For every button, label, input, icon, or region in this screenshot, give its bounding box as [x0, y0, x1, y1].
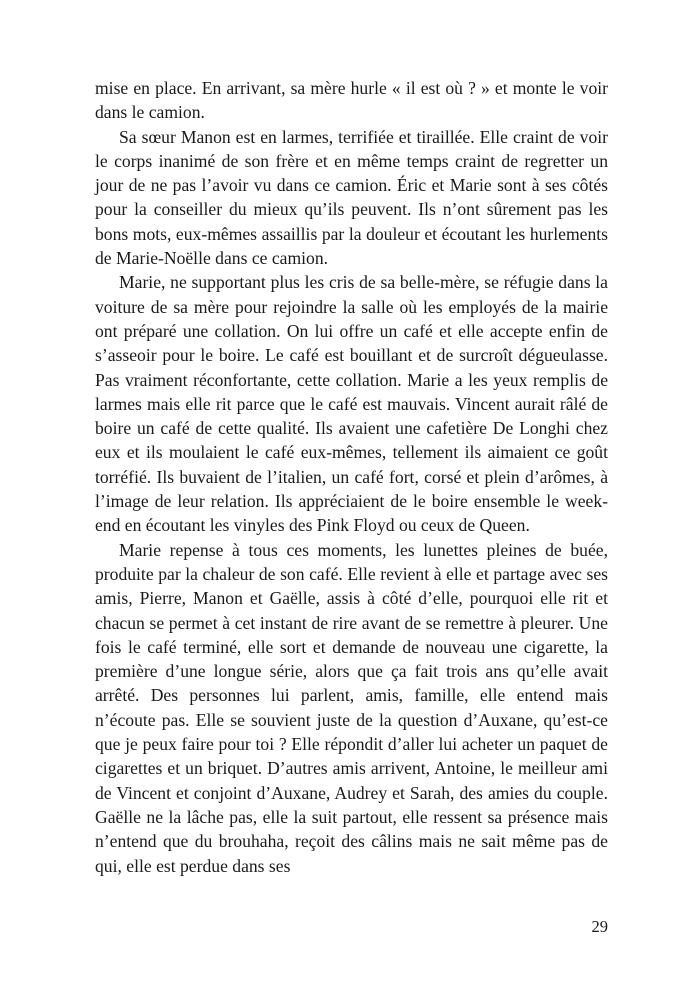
paragraph-continuation: mise en place. En arrivant, sa mère hurle « il est où ? » et monte le voir dans le camion. — [95, 78, 608, 123]
paragraph: Marie repense à tous ces moments, les lunettes pleines de buée, produite par la chaleur de son café. Elle revient à elle et partage avec ses amis, Pierre, Manon et Gaëlle, assis à côté d’elle, pourquoi elle rit et chacun se permet à cet instant de rire avant de se remettre à pleurer. Une fois le café terminé, elle sort et demande de nouveau une cigarette, la première d’une longue série, alors que ça fait trois ans qu’elle avait arrêté. Des personnes lui parlent, amis, famille, elle entend mais n’écoute pas. Elle se souvient juste de la question d’Auxane, qu’est-ce que je peux faire pour toi ? Elle répondit d’aller lui acheter un paquet de cigarettes et un briquet. D’autres amis arrivent, Antoine, le meilleur ami de Vincent et conjoint d’Auxane, Audrey et Sarah, des amies du couple. Gaëlle ne la lâche pas, elle la suit partout, elle ressent sa présence mais n’entend que du brouhaha, reçoit des câlins mais ne sait même pas de qui, elle est perdue dans ses — [95, 539, 608, 876]
paragraph: Sa sœur Manon est en larmes, terrifiée et tiraillée. Elle craint de voir le corps inanimé de son frère et en même temps craint de regretter un jour de ne pas l’avoir vu dans ce camion. Éric et Marie sont à ses côtés pour la conseiller du mieux qu’ils peuvent. Ils n’ont sûrement pas les bons mots, eux-mêmes assaillis par la douleur et écoutant les hurlements de Marie-Noëlle dans ce camion. — [95, 126, 608, 269]
body-text — [95, 76, 608, 878]
paragraph: Marie, ne supportant plus les cris de sa belle-mère, se réfugie dans la voiture de sa mère pour rejoindre la salle où les employés de la mairie ont préparé une collation. On lui offre un café et elle accepte enfin de s’asseoir pour le boire. Le café est bouillant et de surcroît dégueulasse. Pas vraiment réconfortante, cette collation. Marie a les yeux remplis de larmes mais elle rit parce que le café est mauvais. Vincent aurait râlé de boire un café de cette qualité. Ils avaient une cafetière De Longhi chez eux et ils moulaient le café eux-mêmes, tellement ils aimaient ce goût torréfié. Ils buvaient de l’italien, un café fort, corsé et plein d’arômes, à l’image de leur relation. Ils appréciaient de le boire ensemble le week-end en écoutant les vinyles des Pink Floyd ou ceux de Queen. — [95, 272, 608, 536]
page-number: 29 — [591, 917, 608, 936]
